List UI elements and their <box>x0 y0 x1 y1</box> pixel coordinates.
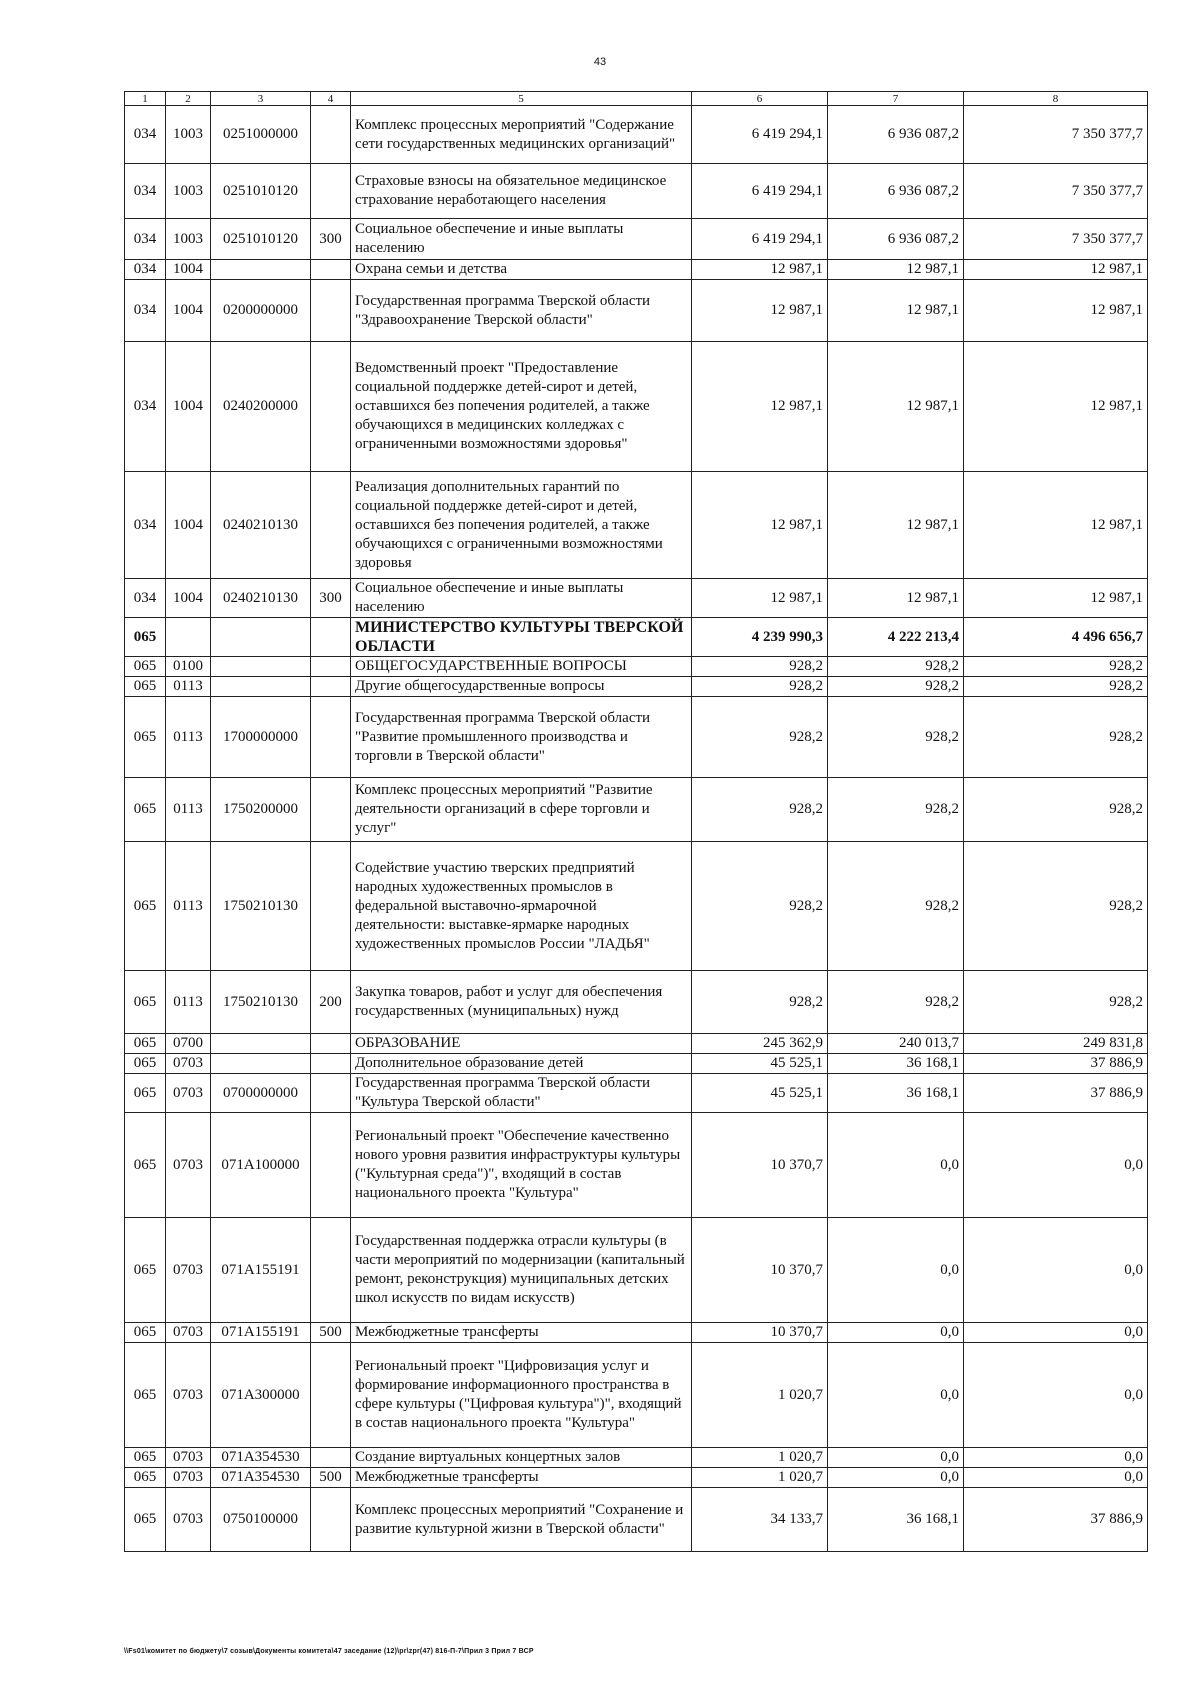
column-header: 8 <box>964 92 1148 106</box>
amount-2026-cell: 928,2 <box>828 677 964 697</box>
amount-2025-cell: 12 987,1 <box>692 579 828 618</box>
description-cell: Дополнительное образование детей <box>351 1054 692 1074</box>
amount-2025-cell: 928,2 <box>692 677 828 697</box>
description-cell: Ведомственный проект "Предоставление социальной поддержке детей-сирот и детей, оставшихся без попечения родителей, а также обучающихся в медицинских колледжах с ограниченными возможностями здоровья" <box>351 342 692 472</box>
admin-code-cell: 065 <box>125 1468 166 1488</box>
target-code-cell <box>211 677 311 697</box>
amount-2025-cell: 928,2 <box>692 842 828 971</box>
expense-type-cell <box>311 677 351 697</box>
amount-2026-cell: 928,2 <box>828 971 964 1034</box>
amount-2025-cell: 928,2 <box>692 971 828 1034</box>
section-code-cell: 1004 <box>166 579 211 618</box>
description-cell: ОБРАЗОВАНИЕ <box>351 1034 692 1054</box>
table-row <box>125 260 1148 280</box>
table-row <box>125 842 1148 971</box>
admin-code-cell: 065 <box>125 1074 166 1113</box>
section-code-cell: 0113 <box>166 677 211 697</box>
target-code-cell: 071A155191 <box>211 1218 311 1323</box>
table-row <box>125 657 1148 677</box>
admin-code-cell: 065 <box>125 1448 166 1468</box>
target-code-cell <box>211 1054 311 1074</box>
expense-type-cell <box>311 1488 351 1552</box>
amount-2027-cell: 37 886,9 <box>964 1054 1148 1074</box>
table-row <box>125 106 1148 164</box>
section-code-cell: 1004 <box>166 260 211 280</box>
amount-2026-cell: 0,0 <box>828 1448 964 1468</box>
amount-2027-cell: 0,0 <box>964 1468 1148 1488</box>
table-row <box>125 1468 1148 1488</box>
admin-code-cell: 065 <box>125 1218 166 1323</box>
expense-type-cell <box>311 164 351 219</box>
amount-2025-cell: 45 525,1 <box>692 1074 828 1113</box>
admin-code-cell: 034 <box>125 342 166 472</box>
amount-2026-cell: 0,0 <box>828 1343 964 1448</box>
admin-code-cell: 065 <box>125 778 166 842</box>
section-code-cell: 1003 <box>166 106 211 164</box>
description-cell: Межбюджетные трансферты <box>351 1468 692 1488</box>
amount-2026-cell: 12 987,1 <box>828 280 964 342</box>
admin-code-cell: 065 <box>125 842 166 971</box>
table-row <box>125 579 1148 618</box>
admin-code-cell: 065 <box>125 657 166 677</box>
target-code-cell <box>211 260 311 280</box>
admin-code-cell: 065 <box>125 1054 166 1074</box>
amount-2026-cell: 928,2 <box>828 842 964 971</box>
amount-2025-cell: 928,2 <box>692 697 828 778</box>
expense-type-cell <box>311 106 351 164</box>
description-cell: Государственная программа Тверской области "Здравоохранение Тверской области" <box>351 280 692 342</box>
amount-2025-cell: 1 020,7 <box>692 1448 828 1468</box>
section-code-cell: 0113 <box>166 971 211 1034</box>
target-code-cell <box>211 1034 311 1054</box>
admin-code-cell: 065 <box>125 677 166 697</box>
amount-2025-cell: 12 987,1 <box>692 280 828 342</box>
table-row <box>125 1343 1148 1448</box>
expense-type-cell <box>311 1054 351 1074</box>
amount-2025-cell: 4 239 990,3 <box>692 618 828 657</box>
description-cell: Государственная программа Тверской области "Развитие промышленного производства и торговли в Тверской области" <box>351 697 692 778</box>
amount-2027-cell: 12 987,1 <box>964 579 1148 618</box>
amount-2025-cell: 6 419 294,1 <box>692 219 828 260</box>
section-code-cell: 0700 <box>166 1034 211 1054</box>
amount-2027-cell: 928,2 <box>964 971 1148 1034</box>
expense-type-cell: 500 <box>311 1323 351 1343</box>
table-row <box>125 677 1148 697</box>
section-code-cell: 0703 <box>166 1074 211 1113</box>
expense-type-cell <box>311 657 351 677</box>
target-code-cell: 1700000000 <box>211 697 311 778</box>
amount-2026-cell: 12 987,1 <box>828 472 964 579</box>
budget-table <box>124 91 1148 1552</box>
description-cell: Другие общегосударственные вопросы <box>351 677 692 697</box>
section-code-cell: 0703 <box>166 1488 211 1552</box>
admin-code-cell: 034 <box>125 106 166 164</box>
section-code-cell: 0113 <box>166 778 211 842</box>
expense-type-cell <box>311 842 351 971</box>
description-cell: Комплекс процессных мероприятий "Сохранение и развитие культурной жизни в Тверской области" <box>351 1488 692 1552</box>
table-row <box>125 1054 1148 1074</box>
amount-2025-cell: 928,2 <box>692 778 828 842</box>
description-cell: Закупка товаров, работ и услуг для обеспечения государственных (муниципальных) нужд <box>351 971 692 1034</box>
target-code-cell: 1750210130 <box>211 971 311 1034</box>
admin-code-cell: 065 <box>125 618 166 657</box>
table-row <box>125 164 1148 219</box>
amount-2025-cell: 245 362,9 <box>692 1034 828 1054</box>
file-path-footer: \\Fs01\комитет по бюджету\7 созыв\Документы комитета\47 заседание (12)\pr\zpr(47) 816-П-7\Прил 3 Прил 7 ВСР <box>124 1648 534 1655</box>
expense-type-cell <box>311 697 351 778</box>
expense-type-cell <box>311 1218 351 1323</box>
section-code-cell: 1003 <box>166 219 211 260</box>
description-cell: МИНИСТЕРСТВО КУЛЬТУРЫ ТВЕРСКОЙ ОБЛАСТИ <box>351 618 692 657</box>
amount-2025-cell: 34 133,7 <box>692 1488 828 1552</box>
column-header: 6 <box>692 92 828 106</box>
amount-2027-cell: 37 886,9 <box>964 1074 1148 1113</box>
table-row <box>125 1074 1148 1113</box>
amount-2027-cell: 0,0 <box>964 1448 1148 1468</box>
section-code-cell: 0113 <box>166 697 211 778</box>
description-cell: ОБЩЕГОСУДАРСТВЕННЫЕ ВОПРОСЫ <box>351 657 692 677</box>
amount-2025-cell: 6 419 294,1 <box>692 164 828 219</box>
column-header: 4 <box>311 92 351 106</box>
expense-type-cell <box>311 1113 351 1218</box>
column-header: 5 <box>351 92 692 106</box>
expense-type-cell: 300 <box>311 219 351 260</box>
description-cell: Межбюджетные трансферты <box>351 1323 692 1343</box>
target-code-cell: 071A354530 <box>211 1448 311 1468</box>
section-code-cell: 1004 <box>166 280 211 342</box>
description-cell: Комплекс процессных мероприятий "Развитие деятельности организаций в сфере торговли и услуг" <box>351 778 692 842</box>
expense-type-cell <box>311 260 351 280</box>
section-code-cell: 0703 <box>166 1343 211 1448</box>
amount-2027-cell: 928,2 <box>964 697 1148 778</box>
table-row <box>125 472 1148 579</box>
description-cell: Государственная поддержка отрасли культуры (в части мероприятий по модернизации (капитальный ремонт, реконструкция) муниципальных детских школ искусств по видам искусств) <box>351 1218 692 1323</box>
target-code-cell <box>211 618 311 657</box>
amount-2025-cell: 12 987,1 <box>692 472 828 579</box>
amount-2027-cell: 928,2 <box>964 842 1148 971</box>
amount-2027-cell: 0,0 <box>964 1323 1148 1343</box>
admin-code-cell: 065 <box>125 971 166 1034</box>
amount-2026-cell: 12 987,1 <box>828 342 964 472</box>
amount-2026-cell: 12 987,1 <box>828 260 964 280</box>
admin-code-cell: 034 <box>125 579 166 618</box>
expense-type-cell: 500 <box>311 1468 351 1488</box>
target-code-cell: 071A300000 <box>211 1343 311 1448</box>
amount-2025-cell: 12 987,1 <box>692 260 828 280</box>
amount-2025-cell: 12 987,1 <box>692 342 828 472</box>
target-code-cell: 0251010120 <box>211 219 311 260</box>
description-cell: Реализация дополнительных гарантий по социальной поддержке детей-сирот и детей, оставшихся без попечения родителей, а также обучающихся с ограниченными возможностями здоровья <box>351 472 692 579</box>
column-header-row <box>125 92 1148 106</box>
description-cell: Охрана семьи и детства <box>351 260 692 280</box>
amount-2027-cell: 12 987,1 <box>964 280 1148 342</box>
target-code-cell: 0200000000 <box>211 280 311 342</box>
amount-2026-cell: 6 936 087,2 <box>828 106 964 164</box>
expense-type-cell <box>311 280 351 342</box>
table-body <box>125 92 1148 1552</box>
description-cell: Комплекс процессных мероприятий "Содержание сети государственных медицинских организаций" <box>351 106 692 164</box>
amount-2025-cell: 10 370,7 <box>692 1323 828 1343</box>
section-code-cell: 1004 <box>166 472 211 579</box>
amount-2026-cell: 0,0 <box>828 1468 964 1488</box>
amount-2026-cell: 0,0 <box>828 1323 964 1343</box>
column-header: 2 <box>166 92 211 106</box>
section-code-cell: 1003 <box>166 164 211 219</box>
target-code-cell: 0240210130 <box>211 472 311 579</box>
amount-2026-cell: 6 936 087,2 <box>828 164 964 219</box>
amount-2025-cell: 45 525,1 <box>692 1054 828 1074</box>
admin-code-cell: 034 <box>125 280 166 342</box>
expense-type-cell: 300 <box>311 579 351 618</box>
admin-code-cell: 034 <box>125 472 166 579</box>
table-row <box>125 778 1148 842</box>
target-code-cell: 0240210130 <box>211 579 311 618</box>
table-row <box>125 618 1148 657</box>
amount-2026-cell: 928,2 <box>828 778 964 842</box>
section-code-cell: 0703 <box>166 1448 211 1468</box>
target-code-cell: 1750210130 <box>211 842 311 971</box>
table-row <box>125 1448 1148 1468</box>
section-code-cell: 0703 <box>166 1054 211 1074</box>
amount-2026-cell: 36 168,1 <box>828 1488 964 1552</box>
column-header: 1 <box>125 92 166 106</box>
admin-code-cell: 065 <box>125 1488 166 1552</box>
admin-code-cell: 034 <box>125 219 166 260</box>
table-row <box>125 1218 1148 1323</box>
amount-2025-cell: 10 370,7 <box>692 1113 828 1218</box>
amount-2027-cell: 928,2 <box>964 657 1148 677</box>
expense-type-cell <box>311 778 351 842</box>
target-code-cell: 0700000000 <box>211 1074 311 1113</box>
target-code-cell: 0750100000 <box>211 1488 311 1552</box>
amount-2026-cell: 12 987,1 <box>828 579 964 618</box>
column-header: 7 <box>828 92 964 106</box>
admin-code-cell: 065 <box>125 1113 166 1218</box>
amount-2026-cell: 36 168,1 <box>828 1074 964 1113</box>
expense-type-cell <box>311 472 351 579</box>
amount-2026-cell: 928,2 <box>828 697 964 778</box>
target-code-cell: 0240200000 <box>211 342 311 472</box>
amount-2026-cell: 6 936 087,2 <box>828 219 964 260</box>
section-code-cell: 0703 <box>166 1218 211 1323</box>
table-row <box>125 971 1148 1034</box>
amount-2027-cell: 0,0 <box>964 1218 1148 1323</box>
table-row <box>125 1034 1148 1054</box>
amount-2027-cell: 7 350 377,7 <box>964 164 1148 219</box>
amount-2026-cell: 928,2 <box>828 657 964 677</box>
description-cell: Социальное обеспечение и иные выплаты населению <box>351 579 692 618</box>
section-code-cell <box>166 618 211 657</box>
amount-2026-cell: 240 013,7 <box>828 1034 964 1054</box>
admin-code-cell: 065 <box>125 1034 166 1054</box>
description-cell: Содействие участию тверских предприятий народных художественных промыслов в федеральной выставочно-ярмарочной деятельности: выставке-ярмарке народных художественных промыслов России "ЛАДЬЯ" <box>351 842 692 971</box>
section-code-cell: 1004 <box>166 342 211 472</box>
amount-2027-cell: 0,0 <box>964 1113 1148 1218</box>
target-code-cell: 071A155191 <box>211 1323 311 1343</box>
expense-type-cell <box>311 1448 351 1468</box>
admin-code-cell: 065 <box>125 697 166 778</box>
amount-2026-cell: 4 222 213,4 <box>828 618 964 657</box>
amount-2027-cell: 4 496 656,7 <box>964 618 1148 657</box>
page-number: 43 <box>593 56 607 68</box>
table-row <box>125 280 1148 342</box>
target-code-cell: 1750200000 <box>211 778 311 842</box>
section-code-cell: 0703 <box>166 1468 211 1488</box>
table-row <box>125 1488 1148 1552</box>
table-row <box>125 219 1148 260</box>
description-cell: Региональный проект "Цифровизация услуг и формирование информационного пространства в сфере культуры ("Цифровая культура")", входящий в состав национального проекта "Культура" <box>351 1343 692 1448</box>
table-row <box>125 342 1148 472</box>
description-cell: Региональный проект "Обеспечение качественно нового уровня развития инфраструктуры культуры ("Культурная среда")", входящий в состав национального проекта "Культура" <box>351 1113 692 1218</box>
target-code-cell: 071A100000 <box>211 1113 311 1218</box>
amount-2026-cell: 36 168,1 <box>828 1054 964 1074</box>
description-cell: Социальное обеспечение и иные выплаты населению <box>351 219 692 260</box>
amount-2025-cell: 1 020,7 <box>692 1468 828 1488</box>
amount-2027-cell: 12 987,1 <box>964 260 1148 280</box>
description-cell: Страховые взносы на обязательное медицинское страхование неработающего населения <box>351 164 692 219</box>
amount-2027-cell: 7 350 377,7 <box>964 219 1148 260</box>
amount-2025-cell: 1 020,7 <box>692 1343 828 1448</box>
expense-type-cell <box>311 618 351 657</box>
target-code-cell: 071A354530 <box>211 1468 311 1488</box>
admin-code-cell: 065 <box>125 1323 166 1343</box>
amount-2027-cell: 928,2 <box>964 677 1148 697</box>
section-code-cell: 0113 <box>166 842 211 971</box>
amount-2027-cell: 37 886,9 <box>964 1488 1148 1552</box>
table-row <box>125 697 1148 778</box>
section-code-cell: 0703 <box>166 1323 211 1343</box>
target-code-cell <box>211 657 311 677</box>
expense-type-cell: 200 <box>311 971 351 1034</box>
table-row <box>125 1113 1148 1218</box>
amount-2025-cell: 6 419 294,1 <box>692 106 828 164</box>
amount-2027-cell: 0,0 <box>964 1343 1148 1448</box>
amount-2025-cell: 928,2 <box>692 657 828 677</box>
amount-2026-cell: 0,0 <box>828 1113 964 1218</box>
amount-2027-cell: 249 831,8 <box>964 1034 1148 1054</box>
expense-type-cell <box>311 342 351 472</box>
target-code-cell: 0251000000 <box>211 106 311 164</box>
admin-code-cell: 034 <box>125 164 166 219</box>
description-cell: Государственная программа Тверской области "Культура Тверской области" <box>351 1074 692 1113</box>
table-row <box>125 1323 1148 1343</box>
description-cell: Создание виртуальных концертных залов <box>351 1448 692 1468</box>
amount-2025-cell: 10 370,7 <box>692 1218 828 1323</box>
amount-2027-cell: 928,2 <box>964 778 1148 842</box>
amount-2027-cell: 12 987,1 <box>964 472 1148 579</box>
admin-code-cell: 034 <box>125 260 166 280</box>
amount-2026-cell: 0,0 <box>828 1218 964 1323</box>
target-code-cell: 0251010120 <box>211 164 311 219</box>
column-header: 3 <box>211 92 311 106</box>
expense-type-cell <box>311 1074 351 1113</box>
amount-2027-cell: 7 350 377,7 <box>964 106 1148 164</box>
section-code-cell: 0100 <box>166 657 211 677</box>
expense-type-cell <box>311 1034 351 1054</box>
amount-2027-cell: 12 987,1 <box>964 342 1148 472</box>
expense-type-cell <box>311 1343 351 1448</box>
section-code-cell: 0703 <box>166 1113 211 1218</box>
admin-code-cell: 065 <box>125 1343 166 1448</box>
